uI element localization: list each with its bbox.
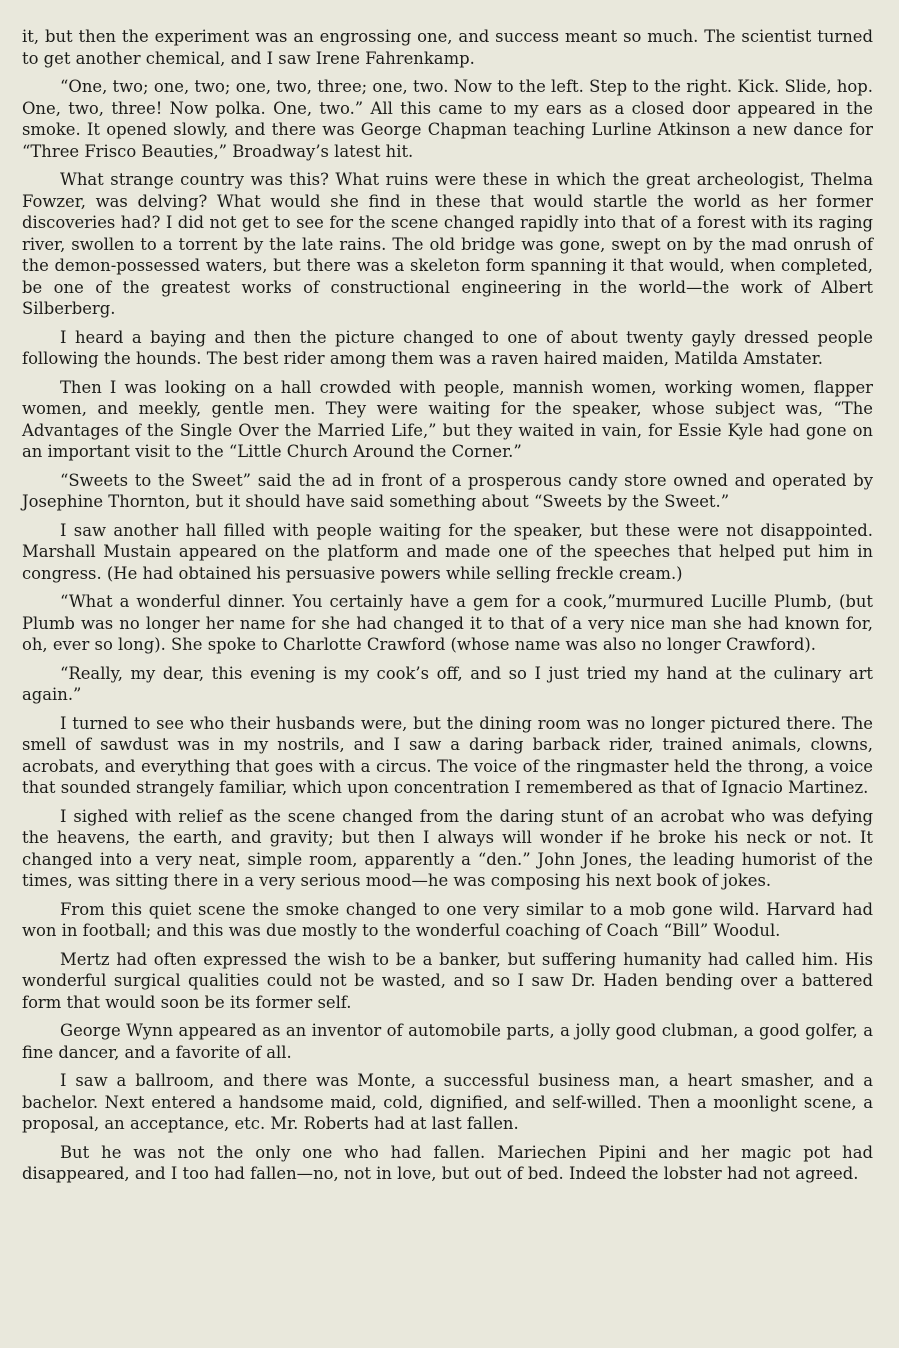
paragraph-6: “Sweets to the Sweet” said the ad in front of a prosperous candy store owned and operated by Josephine Thornton, but it should have said something about “Sweets by the Sweet.” <box>22 470 873 511</box>
paragraph-16: But he was not the only one who had fallen. Mariechen Pipini and her magic pot had disappeared, and I too had fallen—no, not in love, but out of bed. Indeed the lobster had not agreed. <box>22 1142 873 1183</box>
paragraph-15: I saw a ballroom, and there was Monte, a successful business man, a heart smasher, and a bachelor. Next entered a handsome maid, cold, dignified, and self-willed. Then a moonlight scene, a proposal, an acceptance, etc. Mr. Roberts had at last fallen. <box>22 1071 873 1133</box>
paragraph-8: “What a wonderful dinner. You certainly have a gem for a cook,”murmured Lucille Plumb, (but Plumb was no longer her name for she had changed it to that of a very nice man she had known for, oh, ever so long). She spoke to Charlotte Crawford (whose name was also no longer Crawford). <box>22 592 873 654</box>
paragraph-10: I turned to see who their husbands were, but the dining room was no longer pictured there. The smell of sawdust was in my nostrils, and I saw a daring barback rider, trained animals, clowns, acrobats, and everything that goes with a circus. The voice of the ringmaster held the throng, a voice that sounded strangely familiar, which upon concentration I remembered as that of Ignacio Martinez. <box>22 713 873 797</box>
paragraph-5: Then I was looking on a hall crowded with people, mannish women, working women, flapper women, and meekly, gentle men. They were waiting for the speaker, whose subject was, “The Advantages of the Single Over the Married Life,” but they waited in vain, for Essie Kyle had gone on an important visit to the “Little Church Around the Corner.” <box>22 377 873 461</box>
paragraph-1: it, but then the experiment was an engrossing one, and success meant so much. The scientist turned to get another chemical, and I saw Irene Fahrenkamp. <box>22 27 873 68</box>
paragraph-3: What strange country was this? What ruins were these in which the great archeologist, Thelma Fowzer, was delving? What would she find in these that would startle the world as her former discoveries had? I did not get to see for the scene changed rapidly into that of a forest with its raging river, swollen to a torrent by the late rains. The old bridge was gone, swept on by the mad onrush of the demon-possessed waters, but there was a skeleton form spanning it that would, when completed, be one of the greatest works of constructional engineering in the world—the work of Albert Silberberg. <box>22 170 873 318</box>
paragraph-14: George Wynn appeared as an inventor of automobile parts, a jolly good clubman, a good golfer, a fine dancer, and a favorite of all. <box>22 1021 873 1062</box>
paragraph-2: “One, two; one, two; one, two, three; one, two. Now to the left. Step to the right. Kick. Slide, hop. One, two, three! Now polka. One, two.” All this came to my ears as a closed door appeared in the smoke. It opened slowly, and there was George Chapman teaching Lurline Atkinson a new dance for “Three Frisco Beauties,” Broadway’s latest hit. <box>22 77 873 161</box>
paragraph-9: “Really, my dear, this evening is my cook’s off, and so I just tried my hand at the culinary art again.” <box>22 663 873 704</box>
paragraph-7: I saw another hall filled with people waiting for the speaker, but these were not disappointed. Marshall Mustain appeared on the platform and made one of the speeches that helped put him in congress. (He had obtained his persuasive powers while selling freckle cream.) <box>22 520 873 583</box>
paragraph-11: I sighed with relief as the scene changed from the daring stunt of an acrobat who was defying the heavens, the earth, and gravity; but then I always will wonder if he broke his neck or not. It changed into a very neat, simple room, apparently a “den.” John Jones, the leading humorist of the times, was sitting there in a very serious mood—he was composing his next book of jokes. <box>22 806 873 890</box>
paragraph-4: I heard a baying and then the picture changed to one of about twenty gayly dressed people following the hounds. The best rider among them was a raven haired maiden, Matilda Amstater. <box>22 327 873 368</box>
paragraph-12: From this quiet scene the smoke changed to one very similar to a mob gone wild. Harvard had won in football; and this was due mostly to the wonderful coaching of Coach “Bill” Woodul. <box>22 899 873 940</box>
paragraph-13: Mertz had often expressed the wish to be a banker, but suffering humanity had called him. His wonderful surgical qualities could not be wasted, and so I saw Dr. Haden bending over a battered form that would soon be its former self. <box>22 949 873 1012</box>
